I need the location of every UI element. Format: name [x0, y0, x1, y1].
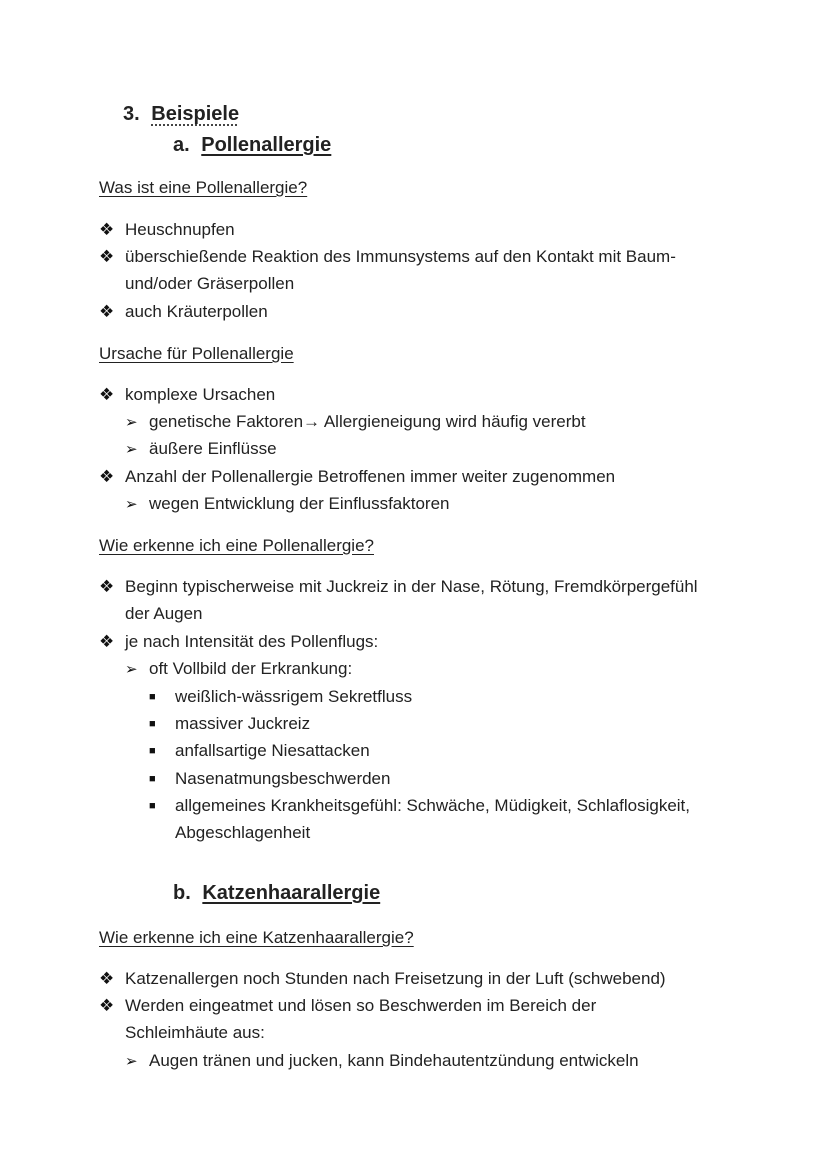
square-bullet-icon: ■ — [149, 800, 156, 812]
sub-sub-list-item: ■ Nasenatmungsbeschwerden — [149, 769, 391, 788]
sub-sub-list-item: ■ anfallsartige Niesattacken — [149, 741, 370, 760]
list-item: ❖ auch Kräuterpollen — [99, 302, 268, 321]
section-number: 3. — [123, 103, 140, 125]
diamond-bullet-icon: ❖ — [99, 467, 115, 486]
arrow-bullet-icon: ➢ — [125, 414, 138, 431]
subsection-title: Pollenallergie — [201, 134, 332, 156]
sub-sub-list-item: ■ weißlich-wässrigem Sekretfluss — [149, 687, 413, 706]
list-item: ❖ überschießende Reaktion des Immunsystems auf den Kontakt mit Baum- — [99, 247, 676, 266]
square-bullet-icon: ■ — [149, 718, 156, 730]
list-item: ❖ Heuschnupfen — [99, 220, 235, 239]
sub-list-item: ➢ äußere Einflüsse — [125, 438, 277, 461]
subsection-letter: b. — [173, 882, 191, 904]
diamond-bullet-icon: ❖ — [99, 220, 115, 239]
list-item: ❖ Werden eingeatmet und lösen so Beschwerden im Bereich der — [99, 996, 597, 1015]
subsection-heading-cat — [173, 880, 380, 906]
sub-list-item: ➢ Augen tränen und jucken, kann Bindehautentzündung entwickeln — [125, 1050, 639, 1073]
list-item-continuation: Abgeschlagenheit — [175, 823, 311, 842]
sub-sub-list-item: ■ allgemeines Krankheitsgefühl: Schwäche, Müdigkeit, Schlaflosigkeit, — [149, 796, 690, 815]
question-heading: Wie erkenne ich eine Pollenallergie? — [99, 536, 374, 555]
diamond-bullet-icon: ❖ — [99, 302, 115, 321]
list-item: ❖ je nach Intensität des Pollenflugs: — [99, 632, 379, 651]
subsection-heading-pollen — [173, 132, 331, 158]
diamond-bullet-icon: ❖ — [99, 632, 115, 651]
diamond-bullet-icon: ❖ — [99, 969, 115, 988]
list-item: ❖ komplexe Ursachen — [99, 385, 276, 404]
sub-list-item: ➢ oft Vollbild der Erkrankung: — [125, 658, 352, 681]
square-bullet-icon: ■ — [149, 691, 156, 703]
list-item: ❖ Anzahl der Pollenallergie Betroffenen immer weiter zugenommen — [99, 467, 616, 486]
arrow-bullet-icon: ➢ — [125, 496, 138, 513]
subsection-letter: a. — [173, 134, 190, 156]
arrow-bullet-icon: ➢ — [125, 441, 138, 458]
square-bullet-icon: ■ — [149, 773, 156, 785]
list-item-continuation: Schleimhäute aus: — [125, 1023, 265, 1042]
list-item: ❖ Beginn typischerweise mit Juckreiz in der Nase, Rötung, Fremdkörpergefühl — [99, 577, 698, 596]
diamond-bullet-icon: ❖ — [99, 247, 115, 266]
diamond-bullet-icon: ❖ — [99, 996, 115, 1015]
list-item-continuation: und/oder Gräserpollen — [125, 274, 295, 293]
question-heading: Wie erkenne ich eine Katzenhaarallergie? — [99, 928, 414, 947]
subsection-title: Katzenhaarallergie — [202, 882, 381, 904]
sub-list-item: ➢ genetische Faktoren→ Allergieneigung wird häufig vererbt — [125, 411, 586, 434]
section-title: Beispiele — [151, 103, 240, 125]
section-heading — [123, 101, 239, 127]
diamond-bullet-icon: ❖ — [99, 577, 115, 596]
list-item: ❖ Katzenallergen noch Stunden nach Freisetzung in der Luft (schwebend) — [99, 969, 666, 988]
arrow-bullet-icon: ➢ — [125, 661, 138, 678]
question-heading: Ursache für Pollenallergie — [99, 344, 294, 363]
list-item-continuation: der Augen — [125, 604, 203, 623]
diamond-bullet-icon: ❖ — [99, 385, 115, 404]
sub-sub-list-item: ■ massiver Juckreiz — [149, 714, 311, 733]
question-heading: Was ist eine Pollenallergie? — [99, 178, 308, 197]
sub-list-item: ➢ wegen Entwicklung der Einflussfaktoren — [125, 493, 450, 516]
arrow-bullet-icon: ➢ — [125, 1053, 138, 1070]
square-bullet-icon: ■ — [149, 745, 156, 757]
